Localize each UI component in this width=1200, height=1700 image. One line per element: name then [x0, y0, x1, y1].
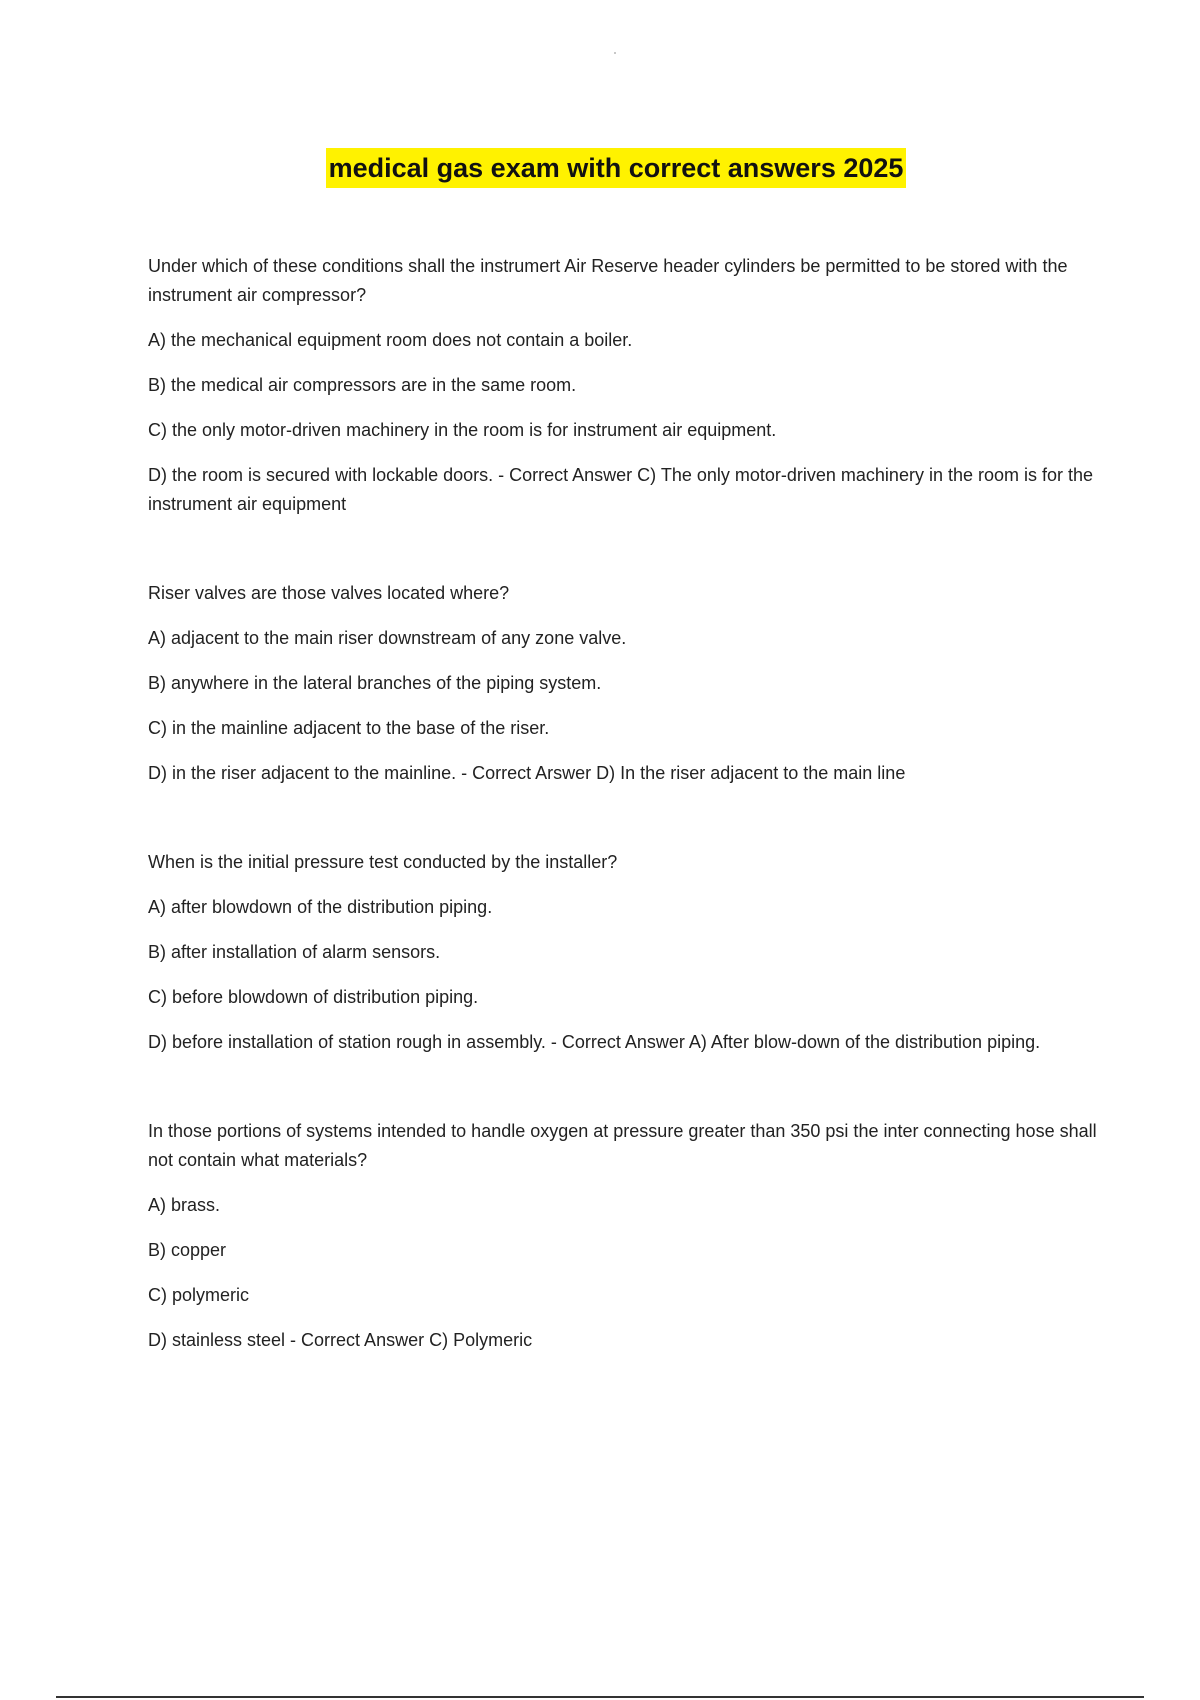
- answer-option-a: A) adjacent to the main riser downstream of any zone valve.: [148, 628, 627, 648]
- question-block: [148, 848, 1098, 1057]
- question-block: [148, 579, 1098, 788]
- answer-option-c: C) polymeric: [148, 1285, 250, 1305]
- question-block: [148, 1117, 1098, 1355]
- answer-option-b: B) anywhere in the lateral branches of the piping system.: [148, 673, 602, 693]
- answer-option-a: A) brass.: [148, 1195, 221, 1215]
- scan-mark: [614, 52, 616, 54]
- answer-option-c: C) before blowdown of distribution piping.: [148, 987, 479, 1007]
- answer-option-b: B) copper: [148, 1240, 227, 1260]
- document-title: medical gas exam with correct answers 2025: [326, 148, 907, 188]
- answer-option-d-with-correct-answer: D) the room is secured with lockable doors. - Correct Answer C) The only motor-driven machinery in the room is for the instrument air equipment: [148, 465, 1094, 514]
- question-text: When is the initial pressure test conducted by the installer?: [148, 852, 618, 872]
- answer-option-b: B) the medical air compressors are in the same room.: [148, 375, 577, 395]
- answer-option-c: C) the only motor-driven machinery in the room is for instrument air equipment.: [148, 420, 777, 440]
- question-text: In those portions of systems intended to handle oxygen at pressure greater than 350 psi the inter connecting hose shall not contain what materials?: [148, 1121, 1097, 1170]
- answer-option-b: B) after installation of alarm sensors.: [148, 942, 441, 962]
- question-text: Under which of these conditions shall the instrumert Air Reserve header cylinders be permitted to be stored with the instrument air compressor?: [148, 256, 1068, 305]
- answer-option-d-with-correct-answer: D) in the riser adjacent to the mainline. - Correct Arswer D) In the riser adjacent to the main line: [148, 763, 906, 783]
- question-text: Riser valves are those valves located where?: [148, 583, 510, 603]
- answer-option-d-with-correct-answer: D) before installation of station rough in assembly. - Correct Answer A) After blow-down of the distribution piping.: [148, 1032, 1041, 1052]
- answer-option-d-with-correct-answer: D) stainless steel - Correct Answer C) Polymeric: [148, 1330, 533, 1350]
- footer-rule: [56, 1696, 1144, 1698]
- answer-option-a: A) after blowdown of the distribution piping.: [148, 897, 493, 917]
- answer-option-a: A) the mechanical equipment room does not contain a boiler.: [148, 330, 633, 350]
- question-block: [148, 252, 1098, 519]
- answer-option-c: C) in the mainline adjacent to the base of the riser.: [148, 718, 550, 738]
- questions-container: [148, 252, 1098, 1355]
- title-container: [0, 148, 1200, 188]
